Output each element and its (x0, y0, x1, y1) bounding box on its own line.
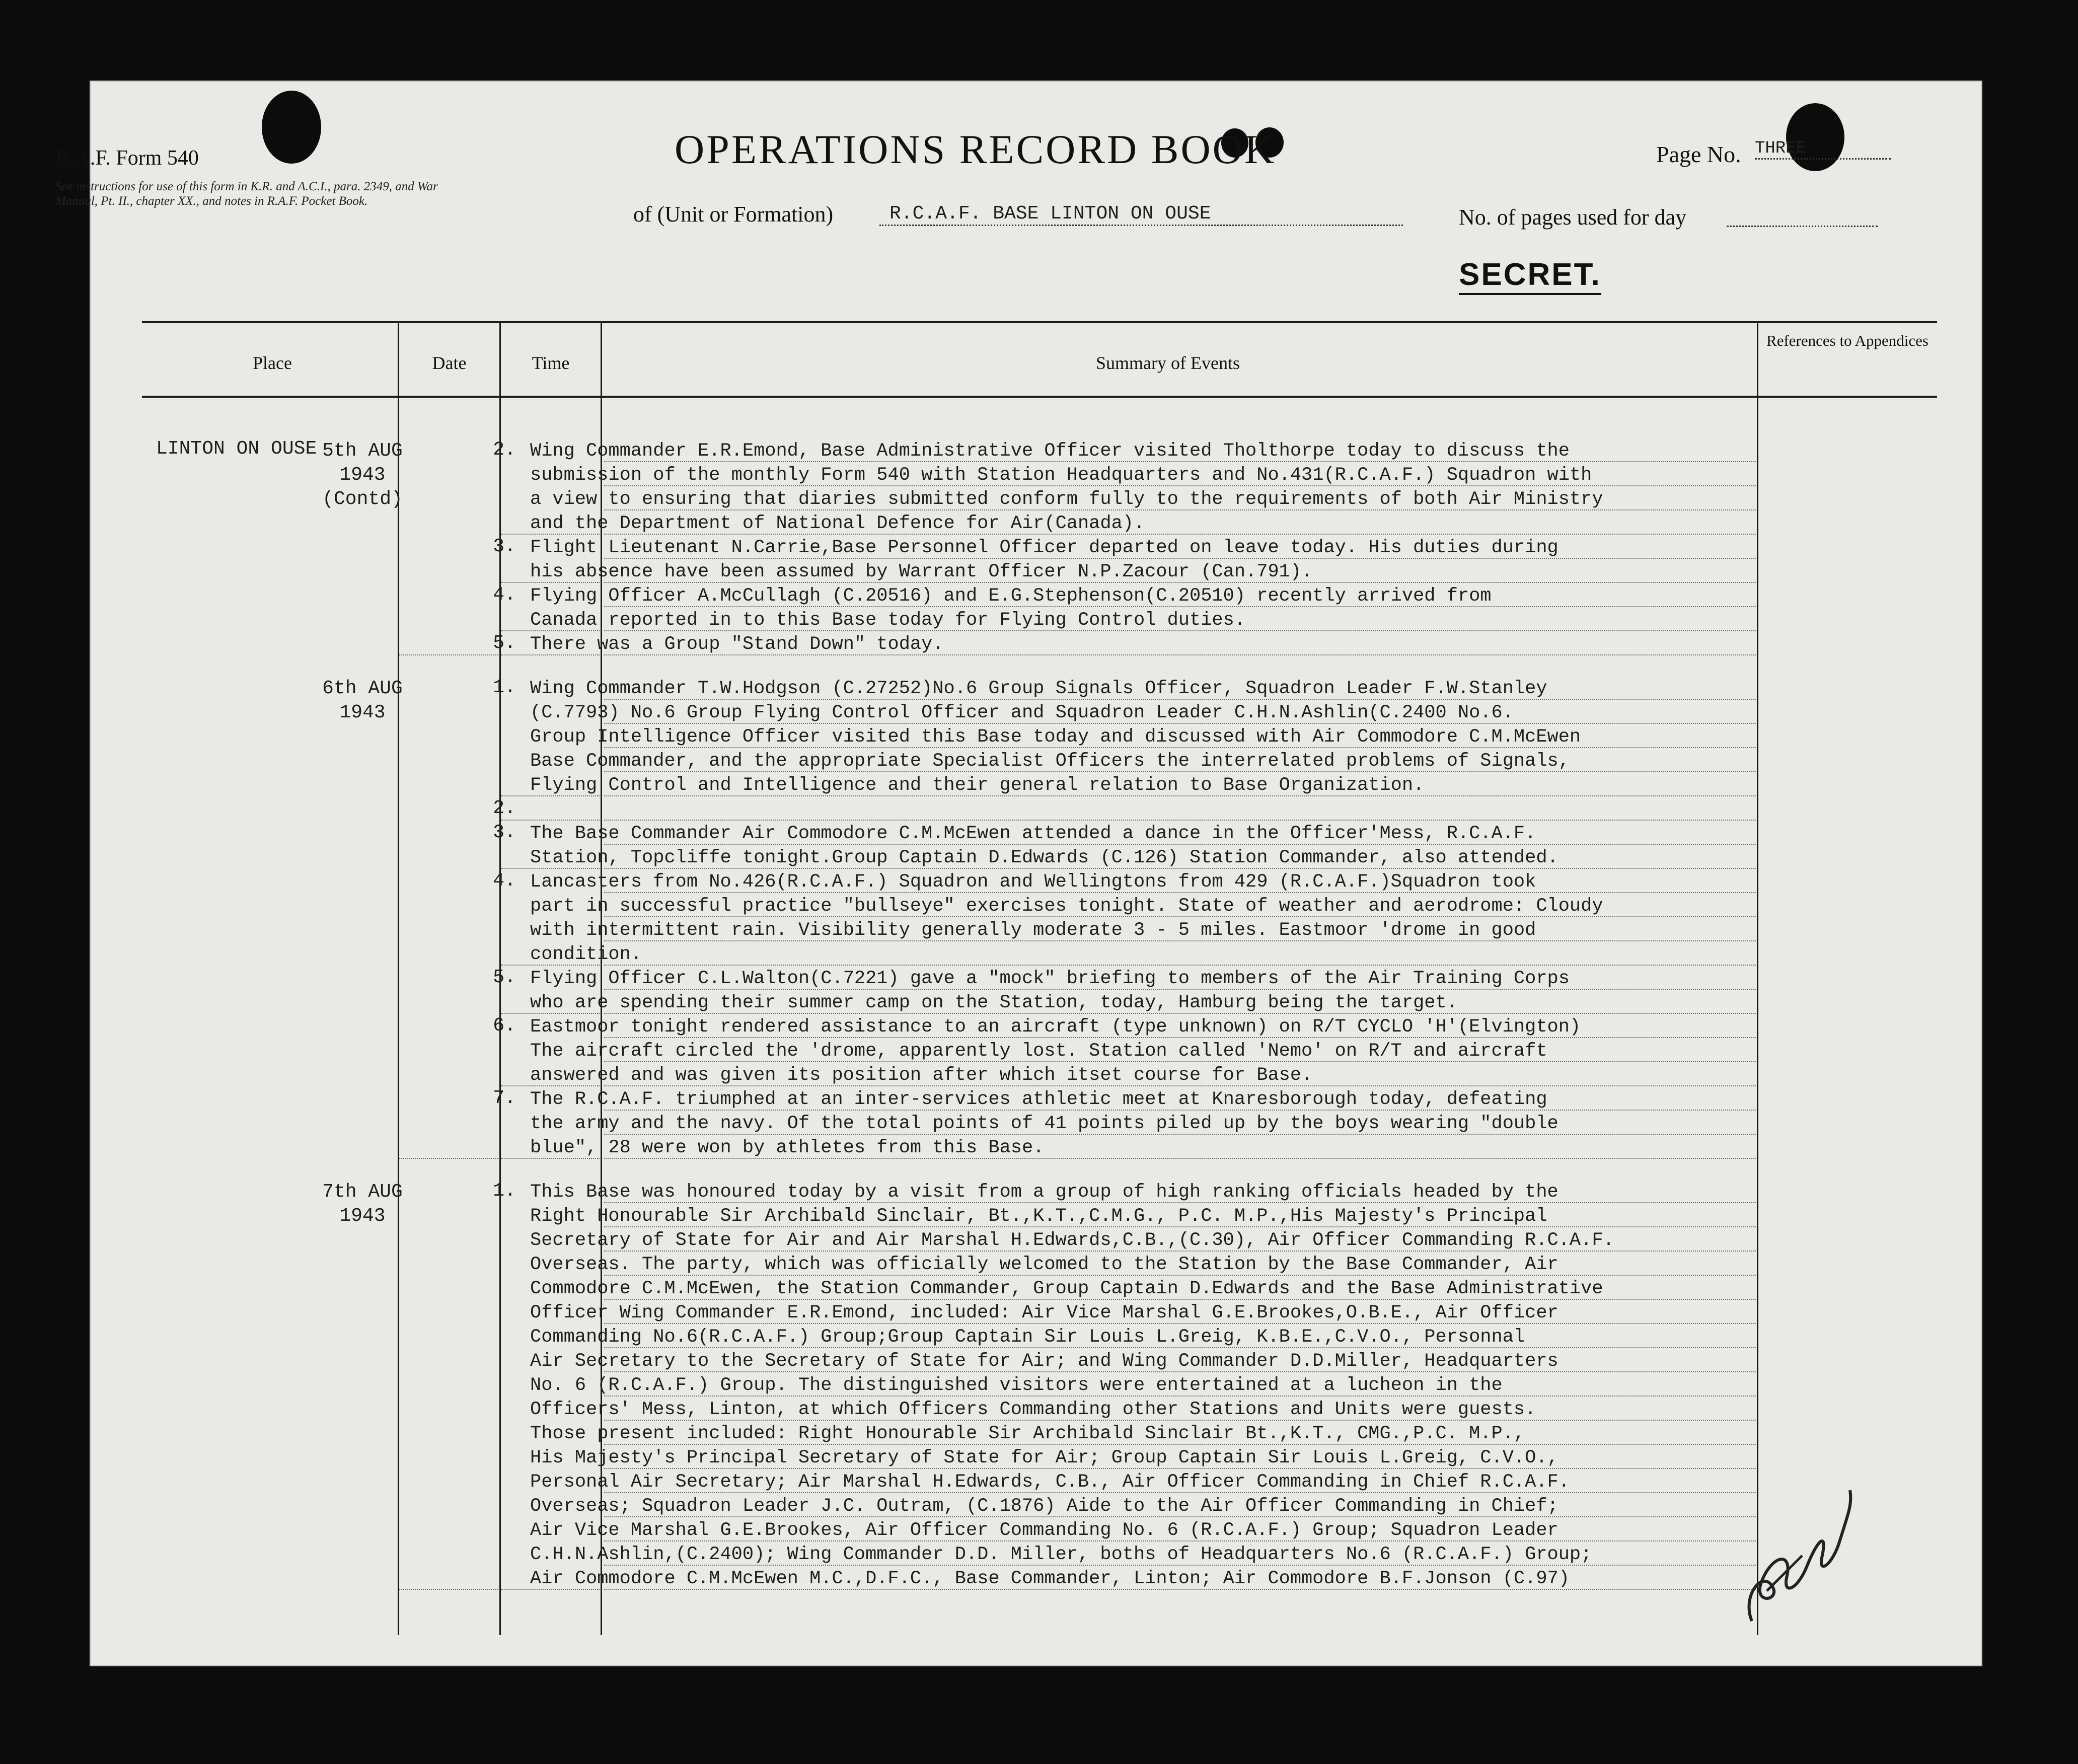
punch-hole-right (1786, 103, 1844, 171)
event-line: a view to ensuring that diaries submitted conform fully to the requirements of both Air Ministry (530, 489, 1603, 510)
time-cell-line (501, 1589, 600, 1590)
unit-label: of (Unit or Formation) (633, 202, 834, 227)
dotted-line (604, 1110, 1756, 1111)
time-cell-line (501, 534, 600, 535)
entry-number: 2. (493, 439, 516, 461)
dotted-line (604, 558, 1756, 559)
event-line: Group Intelligence Officer visited this Base today and discussed with Air Commodore C.M.McEwen (530, 726, 1581, 748)
entry-date (312, 439, 413, 511)
dotted-line (604, 1013, 1756, 1014)
time-cell-line (501, 868, 600, 869)
entry-number: 4. (493, 584, 516, 606)
event-line: Flying Officer C.L.Walton(C.7221) gave a "mock" briefing to members of the Air Training Corps (530, 968, 1570, 989)
dotted-line (604, 461, 1756, 462)
dotted-line (604, 534, 1756, 535)
dotted-line (604, 1085, 1756, 1086)
col-divider-summary (1757, 321, 1758, 1635)
table-top-rule (142, 321, 1937, 323)
event-line: submission of the monthly Form 540 with Station Headquarters and No.431(R.C.A.F.) Squadron with (530, 465, 1592, 486)
dotted-line (604, 1299, 1756, 1300)
date-line: 6th AUG (322, 678, 403, 699)
event-line: This Base was honoured today by a visit from a group of high ranking officials headed by the (530, 1182, 1558, 1203)
event-line: The R.C.A.F. triumphed at an inter-services athletic meet at Knaresborough today, defeating (530, 1089, 1547, 1110)
unit-value: R.C.A.F. BASE LINTON ON OUSE (879, 203, 1403, 226)
dotted-line (604, 654, 1756, 655)
time-cell-line (501, 630, 600, 631)
dotted-line (604, 1395, 1756, 1396)
page-number-label: Page No. (1656, 141, 1741, 167)
dotted-line (604, 795, 1756, 796)
dotted-line (604, 1347, 1756, 1348)
event-line: Flying Control and Intelligence and their general relation to Base Organization. (530, 775, 1425, 796)
event-line: Canada reported in to this Base today for Flying Control duties. (530, 610, 1246, 631)
dotted-line (604, 868, 1756, 869)
dotted-line (604, 509, 1756, 510)
col-header-time: Time (532, 353, 570, 373)
event-line: Those present included: Right Honourable Sir Archibald Sinclair Bt.,K.T., CMG.,P.C. M.P., (530, 1423, 1525, 1444)
page-number-value: THREE (1755, 139, 1891, 160)
entry-date (312, 1180, 413, 1228)
entry-date (312, 677, 413, 725)
col-header-date: Date (432, 353, 467, 373)
event-line: Officers' Mess, Linton, at which Officers Commanding other Stations and Units were guests. (530, 1399, 1536, 1420)
event-line: Right Honourable Sir Archibald Sinclair, Bt.,K.T.,C.M.G., P.C. M.P.,His Majesty's Principal (530, 1206, 1547, 1227)
date-line: (Contd) (322, 488, 403, 510)
dotted-line (604, 1444, 1756, 1445)
event-line: Overseas. The party, which was officially welcomed to the Station by the Base Commander, Air (530, 1254, 1558, 1275)
dotted-line (604, 630, 1756, 631)
entry-number: 1. (493, 677, 516, 698)
dotted-line (604, 892, 1756, 893)
event-line: Flight Lieutenant N.Carrie,Base Personnel Officer departed on leave today. His duties during (530, 537, 1558, 558)
event-entry (530, 1087, 1698, 1160)
event-line: the army and the navy. Of the total points of 41 points piled up by the boys wearing "double (530, 1113, 1558, 1134)
event-line: Commanding No.6(R.C.A.F.) Group;Group Captain Sir Louis L.Greig, K.B.E.,C.V.O., Personnal (530, 1327, 1525, 1348)
dotted-line (604, 1371, 1756, 1372)
dotted-line (604, 1468, 1756, 1469)
event-line (530, 797, 1698, 822)
event-line: The Base Commander Air Commodore C.M.McEwen attended a dance in the Officer'Mess, R.C.A.F. (530, 823, 1536, 844)
event-line: Air Commodore C.M.McEwen M.C.,D.F.C., Base Commander, Linton; Air Commodore B.F.Jonson (C.97) (530, 1568, 1570, 1589)
dotted-line (604, 1516, 1756, 1517)
event-line: Lancasters from No.426(R.C.A.F.) Squadron and Wellingtons from 429 (R.C.A.F.)Squadron took (530, 871, 1536, 893)
date-cell-line (399, 654, 498, 655)
dotted-line (604, 1134, 1756, 1135)
event-entry (530, 967, 1698, 1015)
punch-hole-left (262, 91, 321, 164)
entry-number: 3. (493, 536, 516, 557)
event-line: Flying Officer A.McCullagh (C.20516) and E.G.Stephenson(C.20510) recently arrived from (530, 585, 1492, 607)
event-line: condition. (530, 944, 642, 965)
dotted-line (604, 844, 1756, 845)
dotted-line (604, 1565, 1756, 1566)
pages-used-label: No. of pages used for day (1459, 205, 1687, 230)
date-line: 7th AUG (322, 1181, 403, 1203)
event-line: Wing Commander E.R.Emond, Base Administrative Officer visited Tholthorpe today to discuss the (530, 440, 1570, 462)
event-line: part in successful practice "bullseye" exercises tonight. State of weather and aerodrome: Cloudy (530, 896, 1603, 917)
time-cell-line (501, 1158, 600, 1159)
entry-number: 3. (493, 822, 516, 843)
date-line: 1943 (339, 702, 386, 723)
event-entry (530, 632, 1698, 656)
page-title: OPERATIONS RECORD BOOK (675, 126, 1277, 172)
entry-number: 5. (493, 967, 516, 988)
dotted-line (604, 699, 1756, 700)
date-line: 1943 (339, 1205, 386, 1227)
time-cell-line (501, 820, 600, 821)
event-line: Secretary of State for Air and Air Marshal H.Edwards,C.B.,(C.30), Air Officer Commanding R.C.A.F. (530, 1230, 1614, 1251)
event-line: Air Vice Marshal G.E.Brookes, Air Officer Commanding No. 6 (R.C.A.F.) Group; Squadron Leader (530, 1520, 1558, 1541)
entry-number: 1. (493, 1180, 516, 1202)
dotted-line (604, 1251, 1756, 1252)
event-line: Overseas; Squadron Leader J.C. Outram, (C.1876) Aide to the Air Officer Commanding in Chief; (530, 1496, 1558, 1517)
event-line: (C.7793) No.6 Group Flying Control Officer and Squadron Leader C.H.N.Ashlin(C.2400 No.6. (530, 702, 1514, 723)
date-cell-line (399, 1158, 498, 1159)
time-cell-line (501, 965, 600, 966)
col-header-references: References to Appendices (1766, 332, 1928, 349)
event-line: The aircraft circled the 'drome, apparently lost. Station called 'Nemo' on R/T and aircraft (530, 1041, 1547, 1062)
event-line: His Majesty's Principal Secretary of State for Air; Group Captain Sir Louis L.Greig, C.V.O., (530, 1447, 1558, 1468)
dotted-line (604, 820, 1756, 821)
signature (1732, 1470, 1863, 1636)
dotted-line (604, 1420, 1756, 1421)
dotted-line (604, 916, 1756, 917)
event-line: There was a Group "Stand Down" today. (530, 634, 944, 655)
place-cell: LINTON ON OUSE (156, 438, 317, 460)
entry-number: 4. (493, 870, 516, 892)
dotted-line (604, 1158, 1756, 1159)
event-line: C.H.N.Ashlin,(C.2400); Wing Commander D.D. Miller, boths of Headquarters No.6 (R.C.A.F.) Group; (530, 1544, 1592, 1565)
event-line: Commodore C.M.McEwen, the Station Commander, Group Captain D.Edwards and the Base Administrative (530, 1278, 1603, 1299)
dotted-line (604, 940, 1756, 941)
dotted-line (604, 747, 1756, 748)
event-line: Air Secretary to the Secretary of State for Air; and Wing Commander D.D.Miller, Headquarters (530, 1351, 1558, 1372)
event-line: Station, Topcliffe tonight.Group Captain D.Edwards (C.126) Station Commander, also attended. (530, 847, 1558, 868)
col-header-place: Place (253, 353, 292, 373)
event-entry (530, 870, 1698, 967)
event-entry (530, 1015, 1698, 1087)
event-entry (530, 1180, 1698, 1591)
event-line: blue", 28 were won by athletes from this Base. (530, 1137, 1045, 1158)
event-entry (530, 439, 1698, 536)
time-cell-line (501, 795, 600, 796)
table-header-rule (142, 396, 1937, 398)
col-divider-place (398, 321, 399, 1635)
dotted-line (604, 989, 1756, 990)
dotted-line (604, 723, 1756, 724)
event-entry (530, 584, 1698, 632)
dotted-line (604, 606, 1756, 607)
dotted-line (604, 1323, 1756, 1324)
date-line: 5th AUG (322, 440, 403, 462)
dotted-line (604, 1061, 1756, 1062)
dotted-line (604, 1589, 1756, 1590)
event-entry (530, 822, 1698, 870)
dotted-line (604, 1202, 1756, 1203)
time-cell-line (501, 1085, 600, 1086)
event-line: Base Commander, and the appropriate Specialist Officers the interrelated problems of Signals, (530, 751, 1570, 772)
event-line: who are spending their summer camp on the Station, today, Hamburg being the target. (530, 992, 1458, 1013)
event-line: Wing Commander T.W.Hodgson (C.27252)No.6 Group Signals Officer, Squadron Leader F.W.Stanley (530, 678, 1547, 699)
dotted-line (604, 1226, 1756, 1227)
event-line: his absence have been assumed by Warrant Officer N.P.Zacour (Can.791). (530, 561, 1313, 582)
dotted-line (604, 1037, 1756, 1038)
event-line: Eastmoor tonight rendered assistance to an aircraft (type unknown) on R/T CYCLO 'H'(Elvington) (530, 1016, 1581, 1038)
event-line: with intermittent rain. Visibility generally moderate 3 - 5 miles. Eastmoor 'drome in good (530, 920, 1536, 941)
entry-number: 7. (493, 1087, 516, 1109)
event-entry (530, 797, 1698, 822)
dotted-line (604, 1275, 1756, 1276)
dotted-line (604, 1492, 1756, 1493)
secret-stamp: SECRET. (1459, 257, 1601, 295)
dotted-line (604, 1540, 1756, 1541)
event-line: answered and was given its position after which itset course for Base. (530, 1065, 1313, 1086)
dotted-line (604, 485, 1756, 486)
form-instructions: See instructions for use of this form in K.R. and A.C.I., para. 2349, and War Manual, Pt. II., chapter XX., and notes in R.A.F. Pocket Book. (55, 180, 438, 208)
entry-number: 6. (493, 1015, 516, 1037)
date-cell-line (399, 1589, 498, 1590)
entry-number: 2. (493, 797, 516, 819)
col-header-summary: Summary of Events (1096, 353, 1240, 373)
date-line: 1943 (339, 464, 386, 486)
time-cell-line (501, 1013, 600, 1014)
time-cell-line (501, 582, 600, 583)
event-line: Personal Air Secretary; Air Marshal H.Edwards, C.B., Air Officer Commanding in Chief R.C.A.F. (530, 1472, 1570, 1493)
entry-number: 5. (493, 632, 516, 654)
dotted-line (604, 965, 1756, 966)
time-cell-line (501, 654, 600, 655)
form-id: R.A.F. Form 540 (55, 146, 199, 170)
event-line: and the Department of National Defence for Air(Canada). (530, 513, 1145, 534)
event-entry (530, 677, 1698, 797)
dotted-line (604, 771, 1756, 772)
dotted-line (604, 582, 1756, 583)
event-line: No. 6 (R.C.A.F.) Group. The distinguished visitors were entertained at a lucheon in the (530, 1375, 1503, 1396)
pages-used-value (1727, 215, 1878, 227)
event-entry (530, 536, 1698, 584)
event-line: Officer Wing Commander E.R.Emond, included: Air Vice Marshal G.E.Brookes,O.B.E., Air Officer (530, 1302, 1558, 1324)
